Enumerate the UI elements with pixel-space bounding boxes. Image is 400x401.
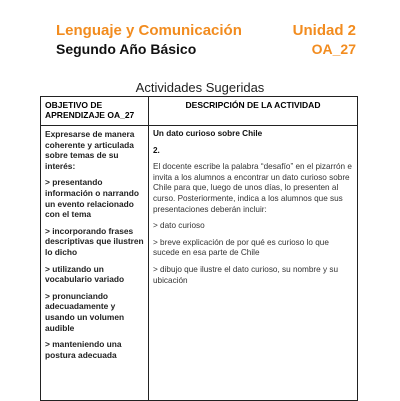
objective-item: > manteniendo una postura adecuada: [45, 339, 122, 360]
activity-list-item: > dato curioso: [153, 221, 205, 231]
grade-title: Segundo Año Básico: [56, 41, 197, 57]
activity-list-item: > breve explicación de por qué es curioso lo que sucede en esa parte de Chile: [153, 237, 329, 258]
header-right: [293, 22, 356, 58]
section-title: Actividades Sugeridas: [135, 80, 265, 95]
objective-item: > pronunciando adecuadamente y usando un volumen audible: [45, 290, 125, 333]
activity-title: Un dato curioso sobre Chile: [153, 129, 263, 138]
activities-table: [40, 96, 358, 401]
activity-list-item: > dibujo que ilustre el dato curioso, su nombre y su ubicación: [153, 264, 339, 285]
subject-title: Lenguaje y Comunicación: [56, 22, 242, 39]
activity-column-header: DESCRIPCIÓN DE LA ACTIVIDAD: [149, 97, 358, 126]
activity-cell: [149, 126, 358, 401]
objective-item: > incorporando frases descriptivas que ilustren lo dicho: [45, 225, 144, 257]
objective-item: > utilizando un vocabulario variado: [45, 263, 125, 285]
activity-number: 2.: [153, 145, 160, 155]
objective-code: OA_27: [311, 41, 356, 57]
objective-item: > presentando información o narrando un evento relacionado con el tema: [45, 177, 139, 220]
objective-cell: [41, 126, 149, 401]
activity-paragraph: El docente escribe la palabra “desafío” en el pizarrón e invita a los alumnos a encontrar un dato curioso sobre Chile para que, luego de unos días, lo presenten al curso. Posteriormente, indica a los alumnos que sus presentaciones deberán incluir:: [153, 162, 352, 214]
objective-column-header: OBJETIVO DE APRENDIZAJE OA_27: [41, 97, 149, 126]
table-header-row: [41, 97, 358, 126]
unit-label: Unidad 2: [292, 22, 356, 39]
objective-item: Expresarse de manera coherente y articulada sobre temas de su interés:: [45, 129, 135, 171]
table-row: [41, 126, 358, 401]
header-left: [56, 22, 242, 58]
